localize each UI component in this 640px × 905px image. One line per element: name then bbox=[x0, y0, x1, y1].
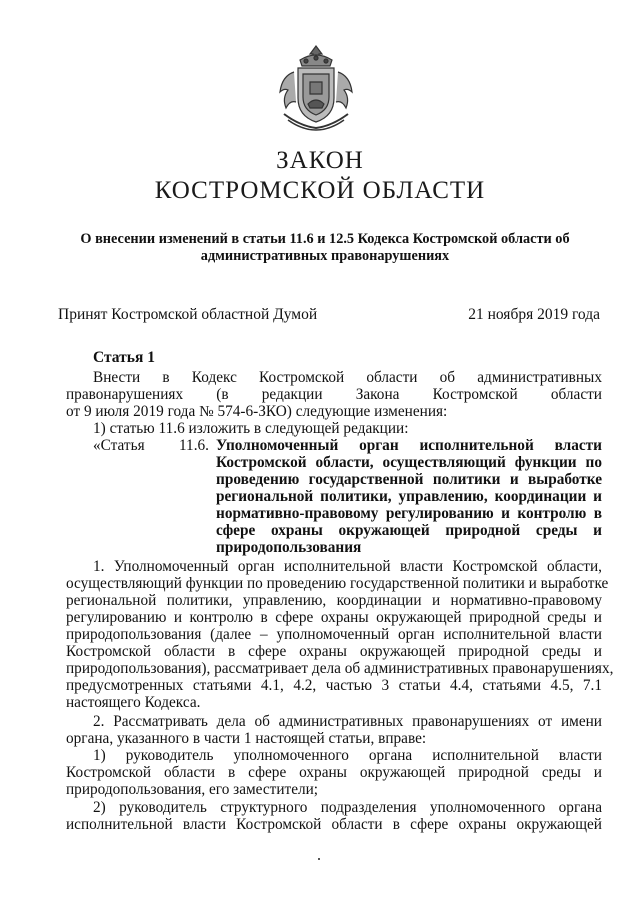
article-title-line: Уполномоченный орган исполнительной власти bbox=[216, 437, 602, 454]
text-line: 2. Рассматривать дела об административных правонарушениях от имени bbox=[93, 713, 602, 730]
text-line: 1. Уполномоченный орган исполнительной власти Костромской области, bbox=[93, 558, 602, 575]
text-line: регулированию и контролю в сфере охраны окружающей природной среды и bbox=[66, 609, 602, 626]
text-line: 1) руководитель уполномоченного органа исполнительной власти bbox=[93, 747, 602, 764]
text-line: региональной политики, управлению, координации и нормативно-правовому bbox=[66, 592, 602, 609]
page-dot-mark bbox=[318, 858, 320, 860]
adoption-date: 21 ноября 2019 года bbox=[468, 306, 600, 323]
text-line: органа, указанного в части 1 настоящей статьи, вправе: bbox=[66, 730, 427, 747]
text-line: от 9 июля 2019 года № 574-6-ЗКО) следующие изменения: bbox=[66, 403, 448, 420]
text-line: 1) статью 11.6 изложить в следующей редакции: bbox=[93, 420, 409, 437]
text-line: Внести в Кодекс Костромской области об административных bbox=[93, 369, 602, 386]
adopted-by: Принят Костромской областной Думой bbox=[58, 306, 318, 323]
law-subtitle bbox=[70, 231, 580, 265]
text-line: правонарушениях (в редакции Закона Костромской области bbox=[66, 386, 602, 403]
text-line: природопользования (далее – уполномоченный орган исполнительной власти bbox=[66, 626, 602, 643]
kostroma-coat-of-arms-emblem bbox=[270, 42, 362, 132]
article-title-line: проведению государственной политики и выработке bbox=[216, 471, 602, 488]
region-title: КОСТРОМСКОЙ ОБЛАСТИ bbox=[154, 177, 486, 204]
article-heading: Статья 1 bbox=[93, 349, 155, 366]
law-title: ЗАКОН bbox=[276, 147, 364, 174]
article-title-line: региональной политики, управлению, координации и bbox=[216, 488, 602, 505]
subtitle-line: О внесении изменений в статьи 11.6 и 12.5 Кодекса Костромской области об bbox=[80, 231, 570, 247]
text-line: Костромской области в сфере охраны окружающей природной среды и bbox=[66, 643, 602, 660]
text-line: природопользования, его заместители; bbox=[66, 781, 319, 798]
text-line: предусмотренных статьями 4.1, 4.2, частью 3 статьи 4.4, статьями 4.5, 7.1 bbox=[66, 677, 602, 694]
text-line: настоящего Кодекса. bbox=[66, 694, 201, 711]
new-article-label: «Статья 11.6. bbox=[93, 437, 209, 454]
article-title-line: Костромской области, осуществляющий функции по bbox=[216, 454, 602, 471]
text-line: Костромской области в сфере охраны окружающей природной среды и bbox=[66, 764, 602, 781]
article-title-line: природопользования bbox=[216, 539, 362, 556]
text-line: 2) руководитель структурного подразделения уполномоченного органа bbox=[93, 799, 602, 816]
article-title-line: нормативно-правовому регулированию и контролю в bbox=[216, 505, 602, 522]
article-title-line: сфере охраны окружающей природной среды и bbox=[216, 522, 602, 539]
text-line: природопользования), рассматривает дела об административных правонарушениях, bbox=[66, 660, 614, 677]
subtitle-line: административных правонарушениях bbox=[200, 248, 450, 264]
text-line: исполнительной власти Костромской области в сфере охраны окружающей bbox=[66, 816, 602, 833]
text-line: осуществляющий функции по проведению государственной политики и выработке bbox=[66, 575, 609, 592]
